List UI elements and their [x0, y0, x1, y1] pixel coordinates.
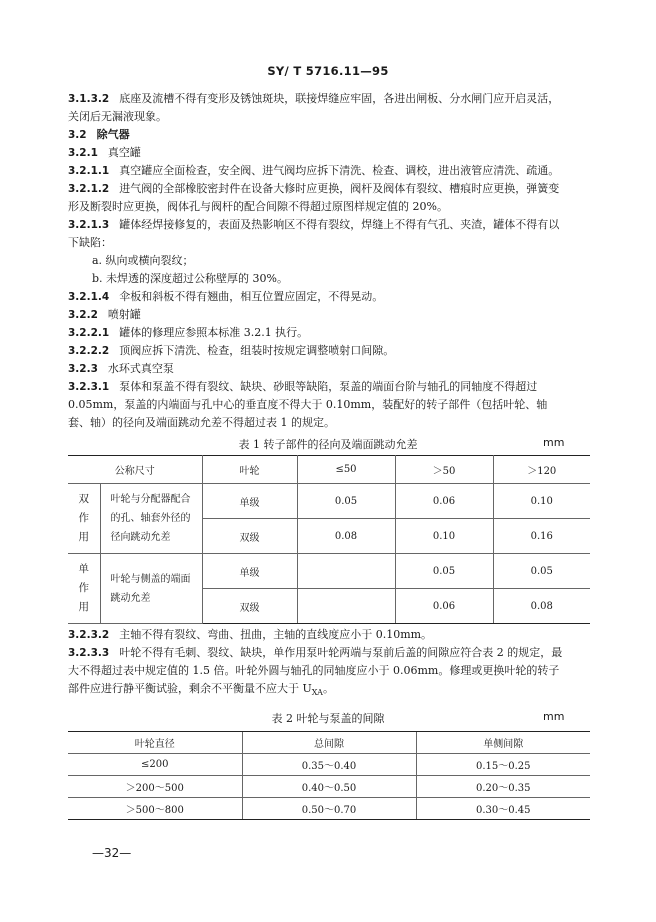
table-header-cell: 总间隙 [242, 732, 416, 754]
page-header: SY/ T 5716.11—95 [267, 64, 389, 78]
paragraph-3-2-1-4 [68, 290, 588, 304]
clause-number: 3.1.3.2 [68, 93, 110, 105]
table-cell: 单级 [202, 484, 297, 519]
clause-number: 3.2.3.3 [68, 647, 110, 659]
table-cell: 0.16 [493, 519, 590, 554]
table-header-cell: 公称尺寸 [68, 456, 202, 484]
paragraph-text: 进气阀的全部橡胶密封件在设备大修时应更换，阀杆及阀体有裂纹、槽痕时应更换，弹簧变 [119, 182, 560, 195]
paragraph-3-1-3-2 [68, 92, 588, 106]
paragraph-text: 罐体经焊接修复的，表面及热影响区不得有裂纹，焊缝上不得有气孔、夹渣，罐体不得有以 [119, 218, 560, 231]
section-number: 3.2.2 [68, 309, 98, 321]
row-group-label: 单 作 用 [68, 554, 100, 624]
table-cell: 0.20～0.35 [416, 776, 590, 798]
section-heading-3-2-2 [68, 308, 588, 322]
section-number: 3.2.1 [68, 147, 98, 159]
table-cell: 0.15～0.25 [416, 754, 590, 776]
table-header-cell: ＞50 [395, 456, 493, 484]
clause-number: 3.2.2.2 [68, 345, 110, 357]
clause-number: 3.2.1.3 [68, 219, 110, 231]
page-number: —32— [92, 846, 132, 860]
paragraph-3-2-1-3 [68, 218, 588, 232]
table-cell: ≤200 [68, 754, 242, 776]
clause-number: 3.2.1.1 [68, 165, 110, 177]
section-heading-3-2-3 [68, 362, 588, 376]
paragraph-continuation: 下缺陷： [68, 236, 112, 249]
table-cell: 单级 [202, 554, 297, 589]
paragraph-3-2-1-2 [68, 182, 588, 196]
clause-number: 3.2.2.1 [68, 327, 110, 339]
table-cell: 0.10 [493, 484, 590, 519]
table-cell: ＞200～500 [68, 776, 242, 798]
list-item-a: a. 纵向或横向裂纹； [92, 254, 194, 267]
paragraph-3-2-2-1 [68, 326, 588, 340]
clause-number: 3.2.1.2 [68, 183, 110, 195]
paragraph-text: 叶轮不得有毛刺、裂纹、缺块，单作用泵叶轮两端与泵前后盖的间隙应符合表 2 的规定，最 [119, 646, 563, 659]
clause-number: 3.2.3.1 [68, 381, 110, 393]
paragraph-text: 伞板和斜板不得有翘曲，相互位置应固定，不得晃动。 [119, 290, 384, 303]
clause-number: 3.2.1.4 [68, 291, 110, 303]
table-header-row [68, 732, 590, 754]
paragraph-text: 。 [322, 682, 334, 695]
paragraph-continuation [68, 682, 588, 700]
table2 [68, 731, 590, 820]
paragraph-text: 主轴不得有裂纹、弯曲、扭曲，主轴的直线度应小于 0.10mm。 [119, 628, 433, 641]
paragraph-text: 罐体的修理应参照本标准 3.2.1 执行。 [119, 326, 309, 339]
paragraph-continuation: 关闭后无漏液现象。 [68, 110, 167, 123]
paragraph-continuation: 0.05mm，泵盖的内端面与孔中心的垂直度不得大于 0.10mm，装配好的转子部件（包括叶轮、轴 [68, 398, 548, 411]
table2-caption: 表 2 叶轮与泵盖的间隙 [271, 712, 385, 725]
paragraph-text: 顶阀应拆下清洗、检查，组装时按规定调整喷射口间隙。 [119, 344, 395, 357]
table-row [68, 554, 590, 589]
section-heading-3-2 [68, 128, 588, 142]
table-cell: 0.06 [395, 484, 493, 519]
paragraph-3-2-2-2 [68, 344, 588, 358]
row-group-description: 叶轮与侧盖的端面 跳动允差 [100, 554, 202, 624]
subscript: XA [311, 688, 323, 698]
table-cell: 0.08 [493, 589, 590, 624]
table1-caption: 表 1 转子部件的径向及端面跳动允差 [238, 438, 418, 451]
list-item-b: b. 未焊透的深度超过公称壁厚的 30%。 [92, 272, 288, 285]
table-cell: 双级 [202, 519, 297, 554]
table1-unit: mm [543, 436, 565, 449]
section-heading-3-2-1 [68, 146, 588, 160]
table-header-row [68, 456, 590, 484]
table-cell: 0.35～0.40 [242, 754, 416, 776]
table-cell: 0.50～0.70 [242, 798, 416, 820]
table-header-cell: 叶轮 [202, 456, 297, 484]
paragraph-continuation: 形及断裂时应更换，阀体孔与阀杆的配合间隙不得超过原图样规定值的 20%。 [68, 200, 448, 213]
paragraph-text: 泵体和泵盖不得有裂纹、缺块、砂眼等缺陷，泵盖的端面台阶与轴孔的同轴度不得超过 [119, 380, 538, 393]
table-cell: 0.40～0.50 [242, 776, 416, 798]
table-row [68, 754, 590, 776]
table-cell: 0.30～0.45 [416, 798, 590, 820]
table2-unit: mm [543, 710, 565, 723]
table-cell: 0.05 [395, 554, 493, 589]
table-header-cell: 单侧间隙 [416, 732, 590, 754]
table-cell: 0.10 [395, 519, 493, 554]
table-cell: 0.08 [297, 519, 395, 554]
clause-number: 3.2.3.2 [68, 629, 110, 641]
paragraph-text: 底座及流槽不得有变形及锈蚀斑块，联接焊缝应牢固，各进出闸板、分水闸门应开启灵活， [119, 92, 560, 105]
table-row [68, 484, 590, 519]
section-title: 除气器 [96, 128, 130, 141]
table-header-cell: ＞120 [493, 456, 590, 484]
row-group-label: 双 作 用 [68, 484, 100, 554]
table-cell: ＞500～800 [68, 798, 242, 820]
paragraph-continuation: 套、轴）的径向及端面跳动允差不得超过表 1 的规定。 [68, 416, 335, 429]
table-cell: 双级 [202, 589, 297, 624]
section-title: 水环式真空泵 [107, 362, 174, 375]
row-group-description: 叶轮与分配器配合 的孔、轴套外径的 径向跳动允差 [100, 484, 202, 554]
table-row [68, 776, 590, 798]
paragraph-3-2-3-1 [68, 380, 588, 394]
table-cell [297, 554, 395, 589]
section-title: 喷射罐 [107, 308, 141, 321]
table1 [68, 455, 590, 624]
paragraph-3-2-3-3 [68, 646, 588, 660]
table-header-cell: 叶轮直径 [68, 732, 242, 754]
paragraph-text: 部件应进行静平衡试验，剩余不平衡量不应大于 U [68, 682, 312, 695]
paragraph-continuation: 大不得超过表中规定值的 1.5 倍。叶轮外圆与轴孔的同轴度应小于 0.06mm。修理或更换叶轮的转子 [68, 664, 560, 677]
paragraph-3-2-3-2 [68, 628, 588, 642]
table-cell: 0.05 [493, 554, 590, 589]
table-row [68, 798, 590, 820]
table-cell: 0.05 [297, 484, 395, 519]
table-cell: 0.06 [395, 589, 493, 624]
paragraph-text: 真空罐应全面检查，安全阀、进气阀均应拆下清洗、检查、调校，进出液管应清洗、疏通。 [119, 164, 560, 177]
table-header-cell: ≤50 [297, 456, 395, 484]
section-title: 真空罐 [107, 146, 141, 159]
table-cell [297, 589, 395, 624]
paragraph-3-2-1-1 [68, 164, 588, 178]
section-number: 3.2.3 [68, 363, 98, 375]
section-number: 3.2 [68, 129, 87, 141]
